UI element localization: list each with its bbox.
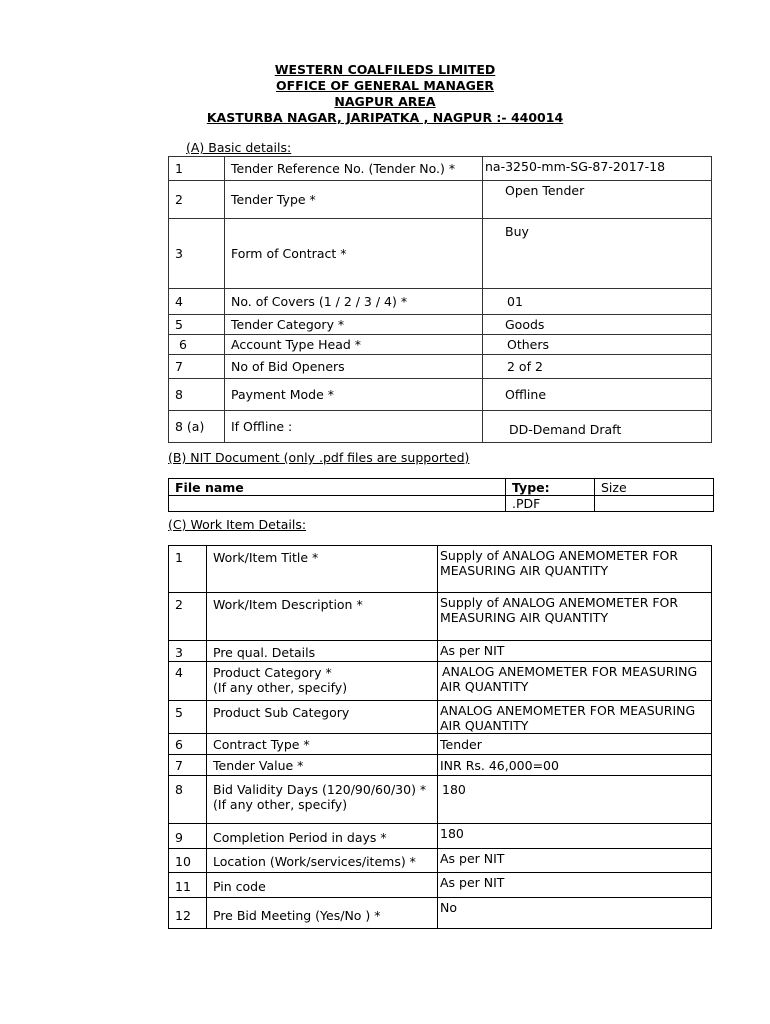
row-number: 3: [169, 641, 207, 662]
row-value-line1: Supply of ANALOG ANEMOMETER FOR: [440, 548, 679, 563]
address: KASTURBA NAGAR, JARIPATKA , NAGPUR :- 440014: [206, 110, 564, 125]
row-value: [438, 662, 712, 701]
table-row: [169, 849, 712, 873]
section-a-title: (A) Basic details:: [186, 140, 292, 155]
file-name-cell: [169, 496, 506, 512]
row-label: [207, 641, 438, 662]
row-value: [438, 593, 712, 641]
table-row: [169, 898, 712, 929]
work-item-table: [168, 545, 712, 929]
row-label: [207, 734, 438, 755]
row-value: [438, 546, 712, 593]
row-label: [207, 546, 438, 593]
row-label: [207, 701, 438, 734]
row-label-line1: Product Category *: [213, 665, 332, 680]
row-value-line2: MEASURING AIR QUANTITY: [440, 563, 609, 578]
table-row: [169, 593, 712, 641]
row-value: [438, 849, 712, 873]
row-value-line1: INR Rs. 46,000=00: [440, 758, 559, 773]
row-label: Form of Contract *: [225, 219, 483, 289]
size-cell: [595, 496, 714, 512]
row-label-line2: (If any other, specify): [213, 680, 348, 695]
row-value: Goods: [483, 315, 712, 335]
row-label-line1: Pre Bid Meeting (Yes/No ) *: [213, 907, 381, 923]
row-number: 12: [169, 898, 207, 929]
table-row: [169, 289, 712, 315]
row-value-line1: ANALOG ANEMOMETER FOR MEASURING: [440, 703, 696, 718]
row-label: [207, 662, 438, 701]
row-value: [438, 824, 712, 849]
row-label: [207, 898, 438, 929]
file-name-header: File name: [169, 479, 506, 496]
table-row: [169, 662, 712, 701]
row-number: 7: [169, 355, 225, 379]
row-number: 2: [169, 593, 207, 641]
table-row: [169, 335, 712, 355]
section-b-title: (B) NIT Document (only .pdf files are supported): [168, 450, 470, 465]
table-row: [169, 157, 712, 181]
row-value-line1: ANALOG ANEMOMETER FOR MEASURING: [442, 664, 698, 679]
row-label: [207, 593, 438, 641]
row-value-line2: MEASURING AIR QUANTITY: [440, 610, 609, 625]
area-name: NAGPUR AREA: [334, 94, 436, 109]
row-label-line1: Pin code: [213, 878, 266, 894]
table-row: [169, 181, 712, 219]
row-label: If Offline :: [225, 411, 483, 443]
office-name: OFFICE OF GENERAL MANAGER: [275, 78, 495, 93]
row-label-line1: Tender Value *: [213, 758, 304, 773]
row-value-line1: Tender: [440, 737, 482, 752]
row-label-line1: Completion Period in days *: [213, 830, 387, 845]
row-number: 8: [169, 379, 225, 411]
table-row: [169, 755, 712, 776]
row-value: Offline: [483, 379, 712, 411]
table-row: [169, 546, 712, 593]
row-value: [438, 873, 712, 898]
section-c-title: (C) Work Item Details:: [168, 517, 307, 532]
row-label-line1: Contract Type *: [213, 737, 310, 752]
row-label: [207, 776, 438, 824]
row-label: No. of Covers (1 / 2 / 3 / 4) *: [225, 289, 483, 315]
row-number: 11: [169, 873, 207, 898]
row-number: 9: [169, 824, 207, 849]
row-value: Buy: [483, 219, 712, 289]
table-row: [169, 355, 712, 379]
row-number: 5: [169, 315, 225, 335]
row-number: 3: [169, 219, 225, 289]
row-number: 6: [169, 734, 207, 755]
row-value: 2 of 2: [483, 355, 712, 379]
nit-document-table: [168, 478, 714, 512]
table-header-row: [169, 479, 714, 496]
row-label: Payment Mode *: [225, 379, 483, 411]
row-value: [438, 734, 712, 755]
table-row: [169, 219, 712, 289]
org-name: WESTERN COALFILEDS LIMITED: [274, 62, 496, 77]
row-value-line1: No: [440, 900, 457, 915]
row-value: na-3250-mm-SG-87-2017-18: [483, 157, 712, 181]
row-label: [207, 873, 438, 898]
row-value: [438, 641, 712, 662]
row-value: [438, 776, 712, 824]
row-value-line1: 180: [440, 826, 464, 841]
row-label: Tender Reference No. (Tender No.) *: [225, 157, 483, 181]
row-number: 5: [169, 701, 207, 734]
table-row: [169, 379, 712, 411]
row-value: DD-Demand Draft: [483, 411, 712, 443]
type-header: Type:: [506, 479, 595, 496]
row-label: No of Bid Openers: [225, 355, 483, 379]
row-value: [438, 701, 712, 734]
type-cell: .PDF: [506, 496, 595, 512]
row-value-line2: AIR QUANTITY: [440, 718, 529, 733]
row-value-line1: Supply of ANALOG ANEMOMETER FOR: [440, 595, 679, 610]
row-value: 01: [483, 289, 712, 315]
table-row: [169, 734, 712, 755]
row-label-line1: Pre qual. Details: [213, 645, 316, 660]
row-number: 4: [169, 289, 225, 315]
row-value: [438, 898, 712, 929]
table-row: [169, 411, 712, 443]
row-value: [438, 755, 712, 776]
row-number: 1: [169, 546, 207, 593]
row-label-line1: Product Sub Category: [213, 705, 350, 720]
row-number: 10: [169, 849, 207, 873]
row-label: [207, 755, 438, 776]
row-value: Others: [483, 335, 712, 355]
row-number: 1: [169, 157, 225, 181]
row-label-line1: Work/Item Description *: [213, 597, 363, 612]
row-number: 4: [169, 662, 207, 701]
table-row: [169, 824, 712, 849]
table-row: [169, 776, 712, 824]
row-label: Tender Category *: [225, 315, 483, 335]
row-value-line1: As per NIT: [440, 875, 505, 890]
row-value-line2: AIR QUANTITY: [440, 679, 529, 694]
row-value-line1: As per NIT: [440, 643, 505, 658]
row-label: [207, 849, 438, 873]
row-label-line2: (If any other, specify): [213, 797, 348, 812]
row-number: 8 (a): [169, 411, 225, 443]
table-row: [169, 641, 712, 662]
table-row: [169, 701, 712, 734]
row-label-line1: Work/Item Title *: [213, 550, 319, 565]
basic-details-table: [168, 156, 712, 443]
row-label: [207, 824, 438, 849]
table-row: [169, 873, 712, 898]
row-label-line1: Bid Validity Days (120/90/60/30) *: [213, 782, 427, 797]
table-row: [169, 496, 714, 512]
table-row: [169, 315, 712, 335]
row-label-line1: Location (Work/services/items) *: [213, 854, 416, 869]
row-number: 6: [169, 335, 225, 355]
row-value: Open Tender: [483, 181, 712, 219]
row-number: 2: [169, 181, 225, 219]
row-value-line1: As per NIT: [440, 851, 505, 866]
row-number: 8: [169, 776, 207, 824]
row-label: Account Type Head *: [225, 335, 483, 355]
size-header: Size: [595, 479, 714, 496]
row-number: 7: [169, 755, 207, 776]
row-label: Tender Type *: [225, 181, 483, 219]
row-value-line1: 180: [442, 782, 466, 797]
